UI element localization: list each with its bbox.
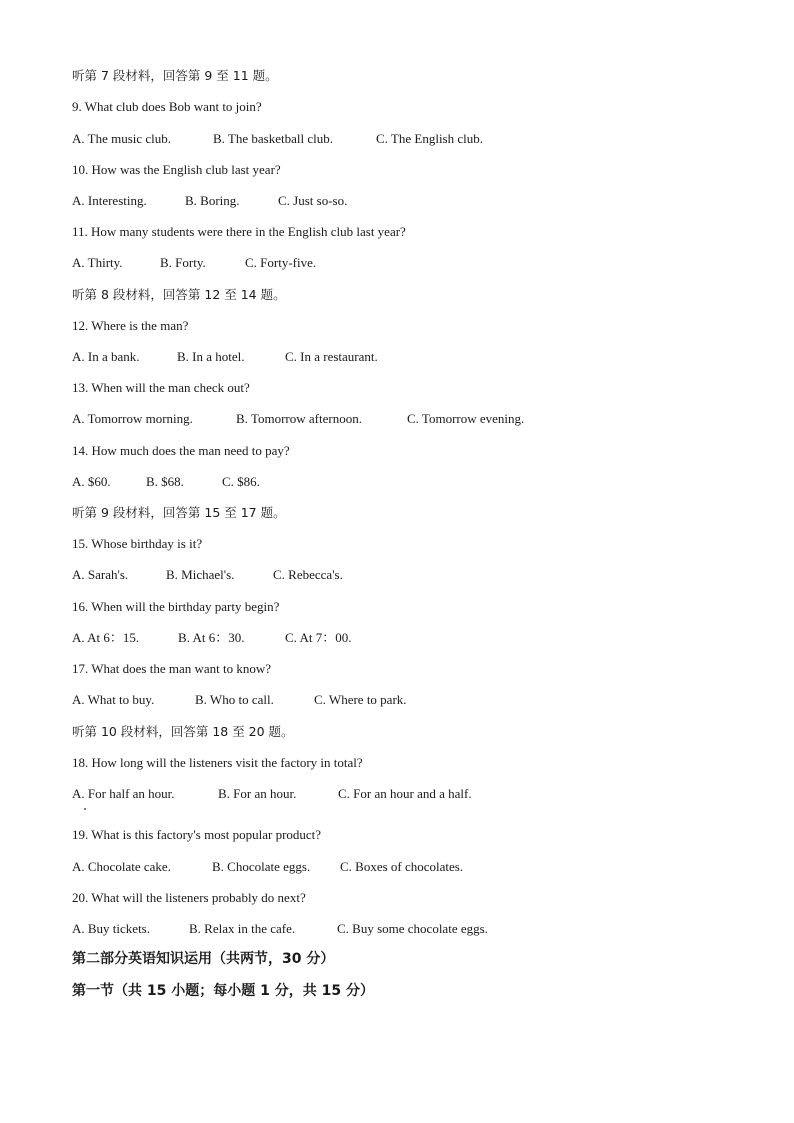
option-c: C. For an hour and a half. xyxy=(338,786,472,801)
answer-options xyxy=(72,411,524,427)
question-text: 13. When will the man check out? xyxy=(72,380,250,395)
option-a: A. Chocolate cake. xyxy=(72,859,171,874)
option-c: C. Buy some chocolate eggs. xyxy=(337,921,488,936)
option-b: B. In a hotel. xyxy=(177,349,245,364)
option-a: A. At 6：15. xyxy=(72,630,140,645)
option-c: C. At 7：00. xyxy=(285,630,352,645)
option-b: B. Boring. xyxy=(185,193,240,208)
question-text: 15. Whose birthday is it? xyxy=(72,536,203,551)
option-a: A. Tomorrow morning. xyxy=(72,411,193,426)
answer-options xyxy=(72,349,378,365)
answer-options xyxy=(72,131,483,147)
option-a: A. In a bank. xyxy=(72,349,140,364)
option-c: C. Just so-so. xyxy=(278,193,348,208)
section-instruction: 听第 8 段材料，回答第 12 至 14 题。 xyxy=(72,287,286,302)
question-text: 17. What does the man want to know? xyxy=(72,661,272,676)
option-b: B. Tomorrow afternoon. xyxy=(236,411,362,426)
option-b: B. Who to call. xyxy=(195,692,274,707)
option-c: C. Rebecca's. xyxy=(273,567,343,582)
part-heading: 第二部分英语知识运用（共两节，30 分） xyxy=(72,951,335,967)
option-a: A. For half an hour. xyxy=(72,786,175,801)
option-b: B. The basketball club. xyxy=(213,131,333,146)
option-c: C. The English club. xyxy=(376,131,484,146)
option-c: C. Where to park. xyxy=(314,692,407,707)
option-a: A. Interesting. xyxy=(72,193,147,208)
option-a: A. Sarah's. xyxy=(72,567,129,582)
question-text: 12. Where is the man? xyxy=(72,318,189,333)
option-c: C. $86. xyxy=(222,474,260,489)
section-instruction: 听第 10 段材料，回答第 18 至 20 题。 xyxy=(72,724,294,739)
option-a: A. Buy tickets. xyxy=(72,921,150,936)
option-b: B. Relax in the cafe. xyxy=(189,921,296,936)
option-a: A. The music club. xyxy=(72,131,172,146)
option-c: C. In a restaurant. xyxy=(285,349,378,364)
stray-mark xyxy=(84,808,86,810)
answer-options xyxy=(72,255,316,271)
question-text: 14. How much does the man need to pay? xyxy=(72,443,290,458)
option-b: B. For an hour. xyxy=(218,786,297,801)
subsection-heading: 第一节（共 15 小题；每小题 1 分，共 15 分） xyxy=(72,983,374,999)
question-text: 20. What will the listeners probably do next? xyxy=(72,890,306,905)
option-b: B. Michael's. xyxy=(166,567,235,582)
answer-options xyxy=(72,692,407,708)
section-instruction: 听第 7 段材料，回答第 9 至 11 题。 xyxy=(72,68,278,83)
answer-options xyxy=(72,630,351,646)
section-instruction: 听第 9 段材料，回答第 15 至 17 题。 xyxy=(72,505,286,520)
question-text: 19. What is this factory's most popular product? xyxy=(72,827,322,842)
option-c: C. Forty-five. xyxy=(245,255,317,270)
answer-options xyxy=(72,193,347,209)
answer-options xyxy=(72,567,343,583)
question-text: 16. When will the birthday party begin? xyxy=(72,599,280,614)
option-c: C. Tomorrow evening. xyxy=(407,411,525,426)
option-b: B. $68. xyxy=(146,474,184,489)
answer-options xyxy=(72,921,488,937)
option-a: A. Thirty. xyxy=(72,255,123,270)
option-c: C. Boxes of chocolates. xyxy=(340,859,464,874)
question-text: 9. What club does Bob want to join? xyxy=(72,99,262,114)
question-text: 10. How was the English club last year? xyxy=(72,162,281,177)
question-text: 11. How many students were there in the English club last year? xyxy=(72,224,406,239)
answer-options xyxy=(72,859,463,875)
option-a: A. $60. xyxy=(72,474,111,489)
option-a: A. What to buy. xyxy=(72,692,155,707)
answer-options xyxy=(72,786,472,802)
question-text: 18. How long will the listeners visit the factory in total? xyxy=(72,755,363,770)
option-b: B. At 6：30. xyxy=(178,630,245,645)
option-b: B. Chocolate eggs. xyxy=(212,859,311,874)
option-b: B. Forty. xyxy=(160,255,206,270)
answer-options xyxy=(72,474,260,490)
